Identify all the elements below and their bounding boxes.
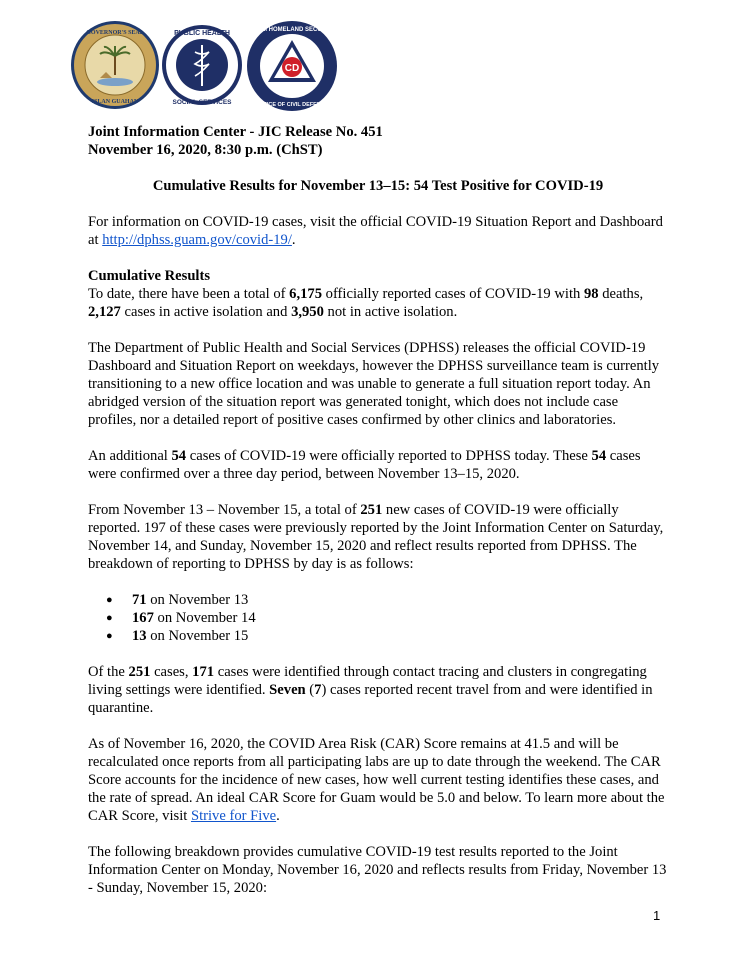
contact-tracing-paragraph: Of the 251 cases, 171 cases were identified through contact tracing and clusters in congregating living settings were identified. Seven (7) cases reported recent travel from and were identified in quarantine. (88, 664, 653, 716)
release-date: November 16, 2020, 8:30 p.m. (ChST) (88, 142, 323, 158)
list-item: ● 71 on November 13 (132, 591, 668, 609)
svg-text:ISLAN GUAHAN: ISLAN GUAHAN (91, 99, 139, 105)
release-number: Joint Information Center - JIC Release No. 451 (88, 124, 383, 140)
dphss-paragraph: The Department of Public Health and Social Services (DPHSS) releases the official COVID-19 Dashboard and Situation Report on weekdays, however the DPHSS surveillance team is currently transitioning to a new office location and was unable to generate a full situation report today. An abridged version of the situation report was generated tonight, which does not include case profiles, nor a detailed report of positive cases confirmed by other clinics and laboratories. (88, 340, 660, 428)
additional-cases-paragraph: An additional 54 cases of COVID-19 were officially reported to DPHSS today. These 54 cases were confirmed over a three day period, between November 13–15, 2020. (88, 448, 641, 482)
cd-emblem-text: CD (284, 63, 300, 74)
dashboard-link[interactable]: http://dphss.guam.gov/covid-19/ (102, 232, 292, 248)
cumulative-paragraph: To date, there have been a total of 6,175 officially reported cases of COVID-19 with 98 deaths, 2,127 cases in active isolation and 3,950 not in active isolation. (88, 286, 644, 320)
deaths-count: 98 (583, 286, 599, 302)
total-cases: 6,175 (289, 286, 323, 302)
intro-text: For information on COVID-19 cases, visit the official COVID-19 Situation Report and Dashboard at (88, 214, 663, 248)
svg-text:PUBLIC HEALTH: PUBLIC HEALTH (174, 30, 230, 37)
weekend-cases-paragraph: From November 13 – November 15, a total of 251 new cases of COVID-19 were officially reported. 197 of these cases were previously reported by the Joint Information Center on Saturday, November 14, and Sunday, November 15, 2020 and reflect results reported from DPHSS. The breakdown of reporting to DPHSS by day is as follows: (88, 502, 664, 572)
list-item: ● 167 on November 14 (132, 609, 668, 627)
active-isolation-count: 2,127 (88, 304, 121, 320)
car-score-paragraph: As of November 16, 2020, the COVID Area Risk (CAR) Score remains at 41.5 and will be recalculated once reports from all participating labs are up to date through the weekend. The CAR Score accounts for the incidence of new cases, how well current testing identifies these cases, and the rate of spread. An ideal CAR Score for Guam would be 5.0 and below. To learn more about the CAR Score, visit Strive for Five. (88, 736, 665, 824)
header-logos (70, 20, 340, 114)
svg-text:OFFICE OF CIVIL DEFENSE: OFFICE OF CIVIL DEFENSE (255, 102, 329, 108)
following-breakdown-paragraph: The following breakdown provides cumulative COVID-19 test results reported to the Joint Information Center on Monday, November 16, 2020 and reflects results from Friday, November 13 - Sunday, November 15, 2020: (88, 844, 667, 896)
daily-breakdown-list (88, 591, 668, 645)
list-item: ● 13 on November 15 (132, 627, 668, 645)
governor-seal-logo (70, 20, 160, 110)
page-number: 1 (653, 908, 661, 923)
release-body (88, 123, 668, 897)
svg-text:GUAM HOMELAND SECURITY: GUAM HOMELAND SECURITY (248, 27, 336, 33)
strive-for-five-link[interactable]: Strive for Five (190, 808, 277, 824)
not-active-count: 3,950 (291, 304, 324, 320)
intro-paragraph (88, 213, 668, 249)
dphss-shield-logo (162, 20, 242, 110)
cumulative-heading: Cumulative Results (88, 268, 211, 284)
release-headline: Cumulative Results for November 13–15: 54 Test Positive for COVID-19 (152, 178, 604, 194)
civil-defense-logo (246, 20, 338, 112)
svg-text:GOVERNOR'S SEAL: GOVERNOR'S SEAL (86, 30, 144, 36)
intro-after: . (291, 232, 296, 248)
svg-text:SOCIAL SERVICES: SOCIAL SERVICES (172, 99, 232, 106)
